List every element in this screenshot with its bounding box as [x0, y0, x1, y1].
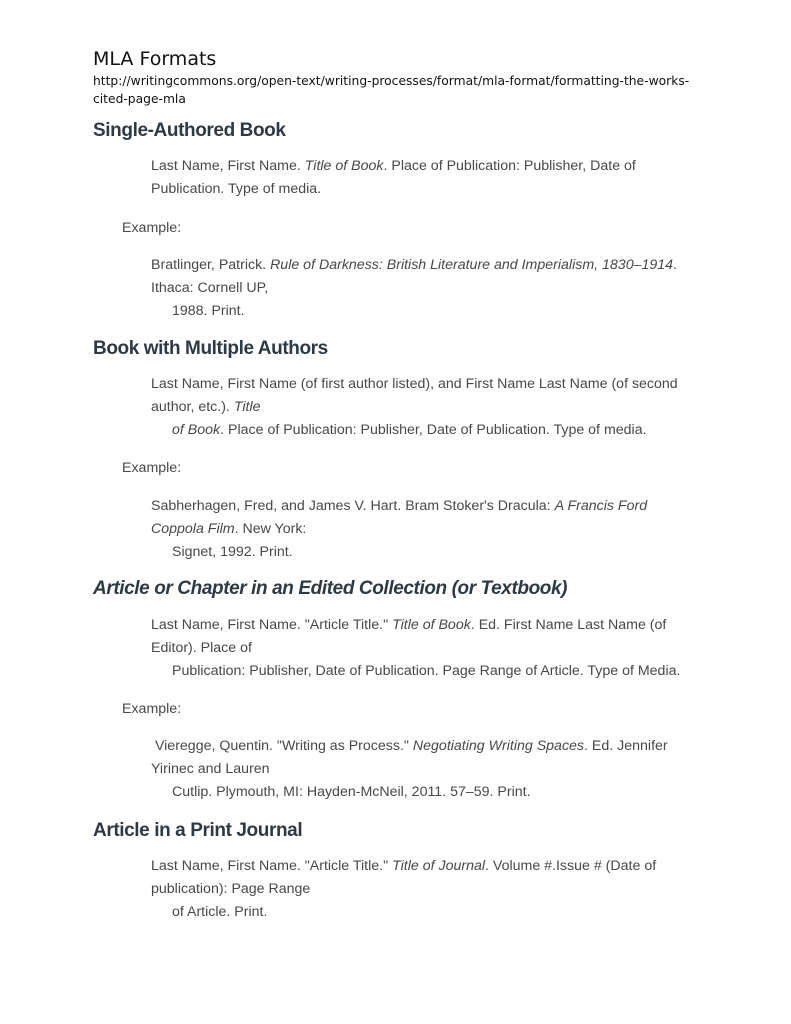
heading-book-multiple-authors: Book with Multiple Authors	[93, 338, 328, 359]
format-single-authored-book: Last Name, First Name. Title of Book. Place of Publication: Publisher, Date of Publication. Type of media.	[151, 158, 636, 197]
format-article-print-journal: Last Name, First Name. "Article Title." Title of Journal. Volume #.Issue # (Date of publication): Page Range of Article. Print.	[151, 858, 657, 920]
example-single-authored-book: Bratlinger, Patrick. Rule of Darkness: British Literature and Imperialism, 1830–1914. Ithaca: Cornell UP, 1988. Print.	[151, 257, 677, 319]
source-url[interactable]	[93, 72, 693, 108]
example-label: Example:	[122, 220, 182, 236]
example-book-multiple-authors: Sabherhagen, Fred, and James V. Hart. Bram Stoker's Dracula: A Francis Ford Coppola Film. New York: Signet, 1992. Print.	[151, 498, 648, 560]
example-label: Example:	[122, 460, 182, 476]
heading-article-print-journal: Article in a Print Journal	[93, 820, 303, 841]
format-book-multiple-authors: Last Name, First Name (of first author listed), and First Name Last Name (of second author, etc.). Title of Book. Place of Publication: Publisher, Date of Publication. Type of media.	[151, 376, 678, 438]
example-article-edited-collection: Vieregge, Quentin. "Writing as Process." Negotiating Writing Spaces. Ed. Jennifer Yirinec and Lauren Cutlip. Plymouth, MI: Hayden-McNeil, 2011. 57–59. Print.	[151, 738, 668, 800]
heading-article-edited-collection: Article or Chapter in an Edited Collection (or Textbook)	[93, 578, 568, 599]
format-article-edited-collection: Last Name, First Name. "Article Title." Title of Book. Ed. First Name Last Name (of Editor). Place of Publication: Publisher, Date of Publication. Page Range of Article. Type of Media.	[151, 617, 681, 679]
heading-single-authored-book: Single-Authored Book	[93, 120, 286, 141]
page-title: MLA Formats	[93, 48, 217, 70]
source-link[interactable]: http://writingcommons.org/open-text/writing-processes/format/mla-format/formatting-the-works-cited-page-mla	[93, 74, 690, 106]
example-label: Example:	[122, 701, 182, 717]
